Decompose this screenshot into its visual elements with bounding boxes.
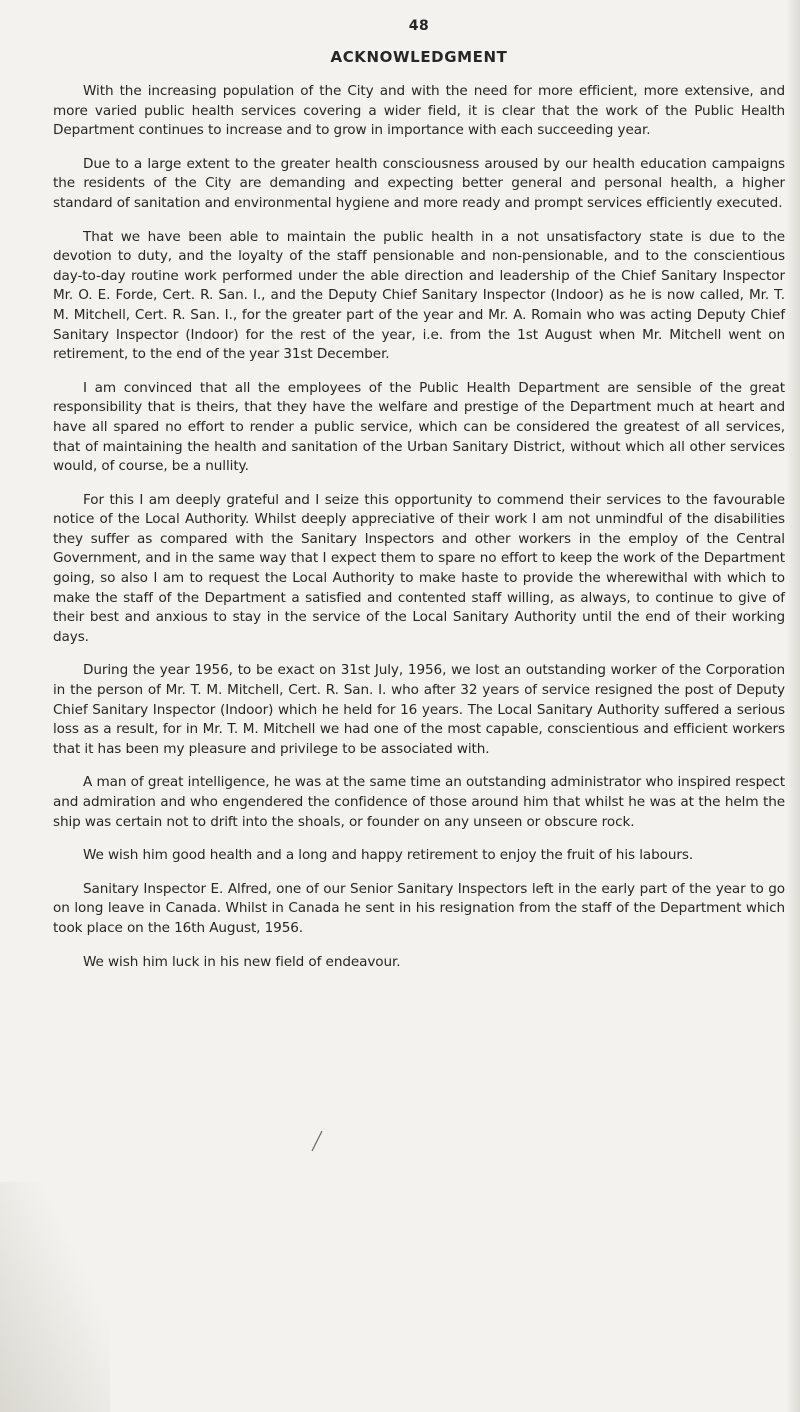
scan-edge-shadow xyxy=(786,0,800,1412)
paragraph-1: With the increasing population of the City and with the need for more efficient, more extensive, and more varied public health services covering a wider field, it is clear that the work of the Public Health Department continues to increase and to grow in importance with each succeeding year. xyxy=(53,83,785,139)
paragraph-9: Sanitary Inspector E. Alfred, one of our Senior Sanitary Inspectors left in the early part of the year to go on long leave in Canada. Whilst in Canada he sent in his resignation from the staff of the Department which took place on the 16th August, 1956. xyxy=(53,880,785,936)
paragraph-3: That we have been able to maintain the public health in a not unsatisfactory state is due to the devotion to duty, and the loyalty of the staff pensionable and non-pensionable, and to the conscientious day-to-day routine work performed under the able direction and leadership of the Chief Sanitary Inspector Mr. O. E. Forde, Cert. R. San. I., and the Deputy Chief Sanitary Inspector (Indoor) as he is now called, Mr. T. M. Mitchell, Cert. R. San. I., for the greater part of the year and Mr. A. Romain who was acting Deputy Chief Sanitary Inspector (Indoor) for the rest of the year, i.e. from the 1st August when Mr. Mitchell went on retirement, to the end of the year 31st December. xyxy=(53,228,785,363)
page-title: ACKNOWLEDGMENT xyxy=(330,48,508,66)
paragraph-5: For this I am deeply grateful and I seize this opportunity to commend their services to the favourable notice of the Local Authority. Whilst deeply appreciative of their work I am not unmindful of the disabilities they suffer as compared with the Sanitary Inspectors and other workers in the employ of the Central Government, and in the same way that I expect them to spare no effort to keep the work of the Department going, so also I am to request the Local Authority to make haste to provide the wherewithal with which to make the staff of the Department a satisfied and contented staff willing, as always, to continue to give of their best and anxious to stay in the service of the Local Sanitary Authority until the end of their working days. xyxy=(53,491,785,645)
paragraph-10: We wish him luck in his new field of endeavour. xyxy=(83,953,401,970)
paragraph-8: We wish him good health and a long and happy retirement to enjoy the fruit of his labours. xyxy=(83,847,694,864)
paragraph-6: During the year 1956, to be exact on 31st July, 1956, we lost an outstanding worker of the Corporation in the person of Mr. T. M. Mitchell, Cert. R. San. I. who after 32 years of service resigned the post of Deputy Chief Sanitary Inspector (Indoor) which he held for 16 years. The Local Sanitary Authority suffered a serious loss as a result, for in Mr. T. M. Mitchell we had one of the most capable, conscientious and efficient workers that it has been my pleasure and privilege to be associated with. xyxy=(53,662,785,757)
paragraph-4: I am convinced that all the employees of the Public Health Department are sensible of the great responsibility that is theirs, that they have the welfare and prestige of the Department much at heart and have all spared no effort to render a public service, which can be considered the greatest of all services, that of maintaining the health and sanitation of the Urban Sanitary District, without which all other services would, of course, be a nullity. xyxy=(53,379,785,475)
paragraph-7: A man of great intelligence, he was at the same time an outstanding administrator who inspired respect and admiration and who engendered the confidence of those around him that whilst he was at the helm the ship was certain not to drift into the shoals, or founder on any unseen or obscure rock. xyxy=(53,774,785,830)
pen-stroke-mark xyxy=(310,1130,324,1152)
page-number: 48 xyxy=(408,18,430,34)
document-page xyxy=(53,18,785,986)
scan-corner-shadow xyxy=(0,1182,110,1412)
paragraph-2: Due to a large extent to the greater health consciousness aroused by our health education campaigns the residents of the City are demanding and expecting better general and personal health, a higher standard of sanitation and environmental hygiene and more ready and prompt services efficiently executed. xyxy=(53,155,785,211)
